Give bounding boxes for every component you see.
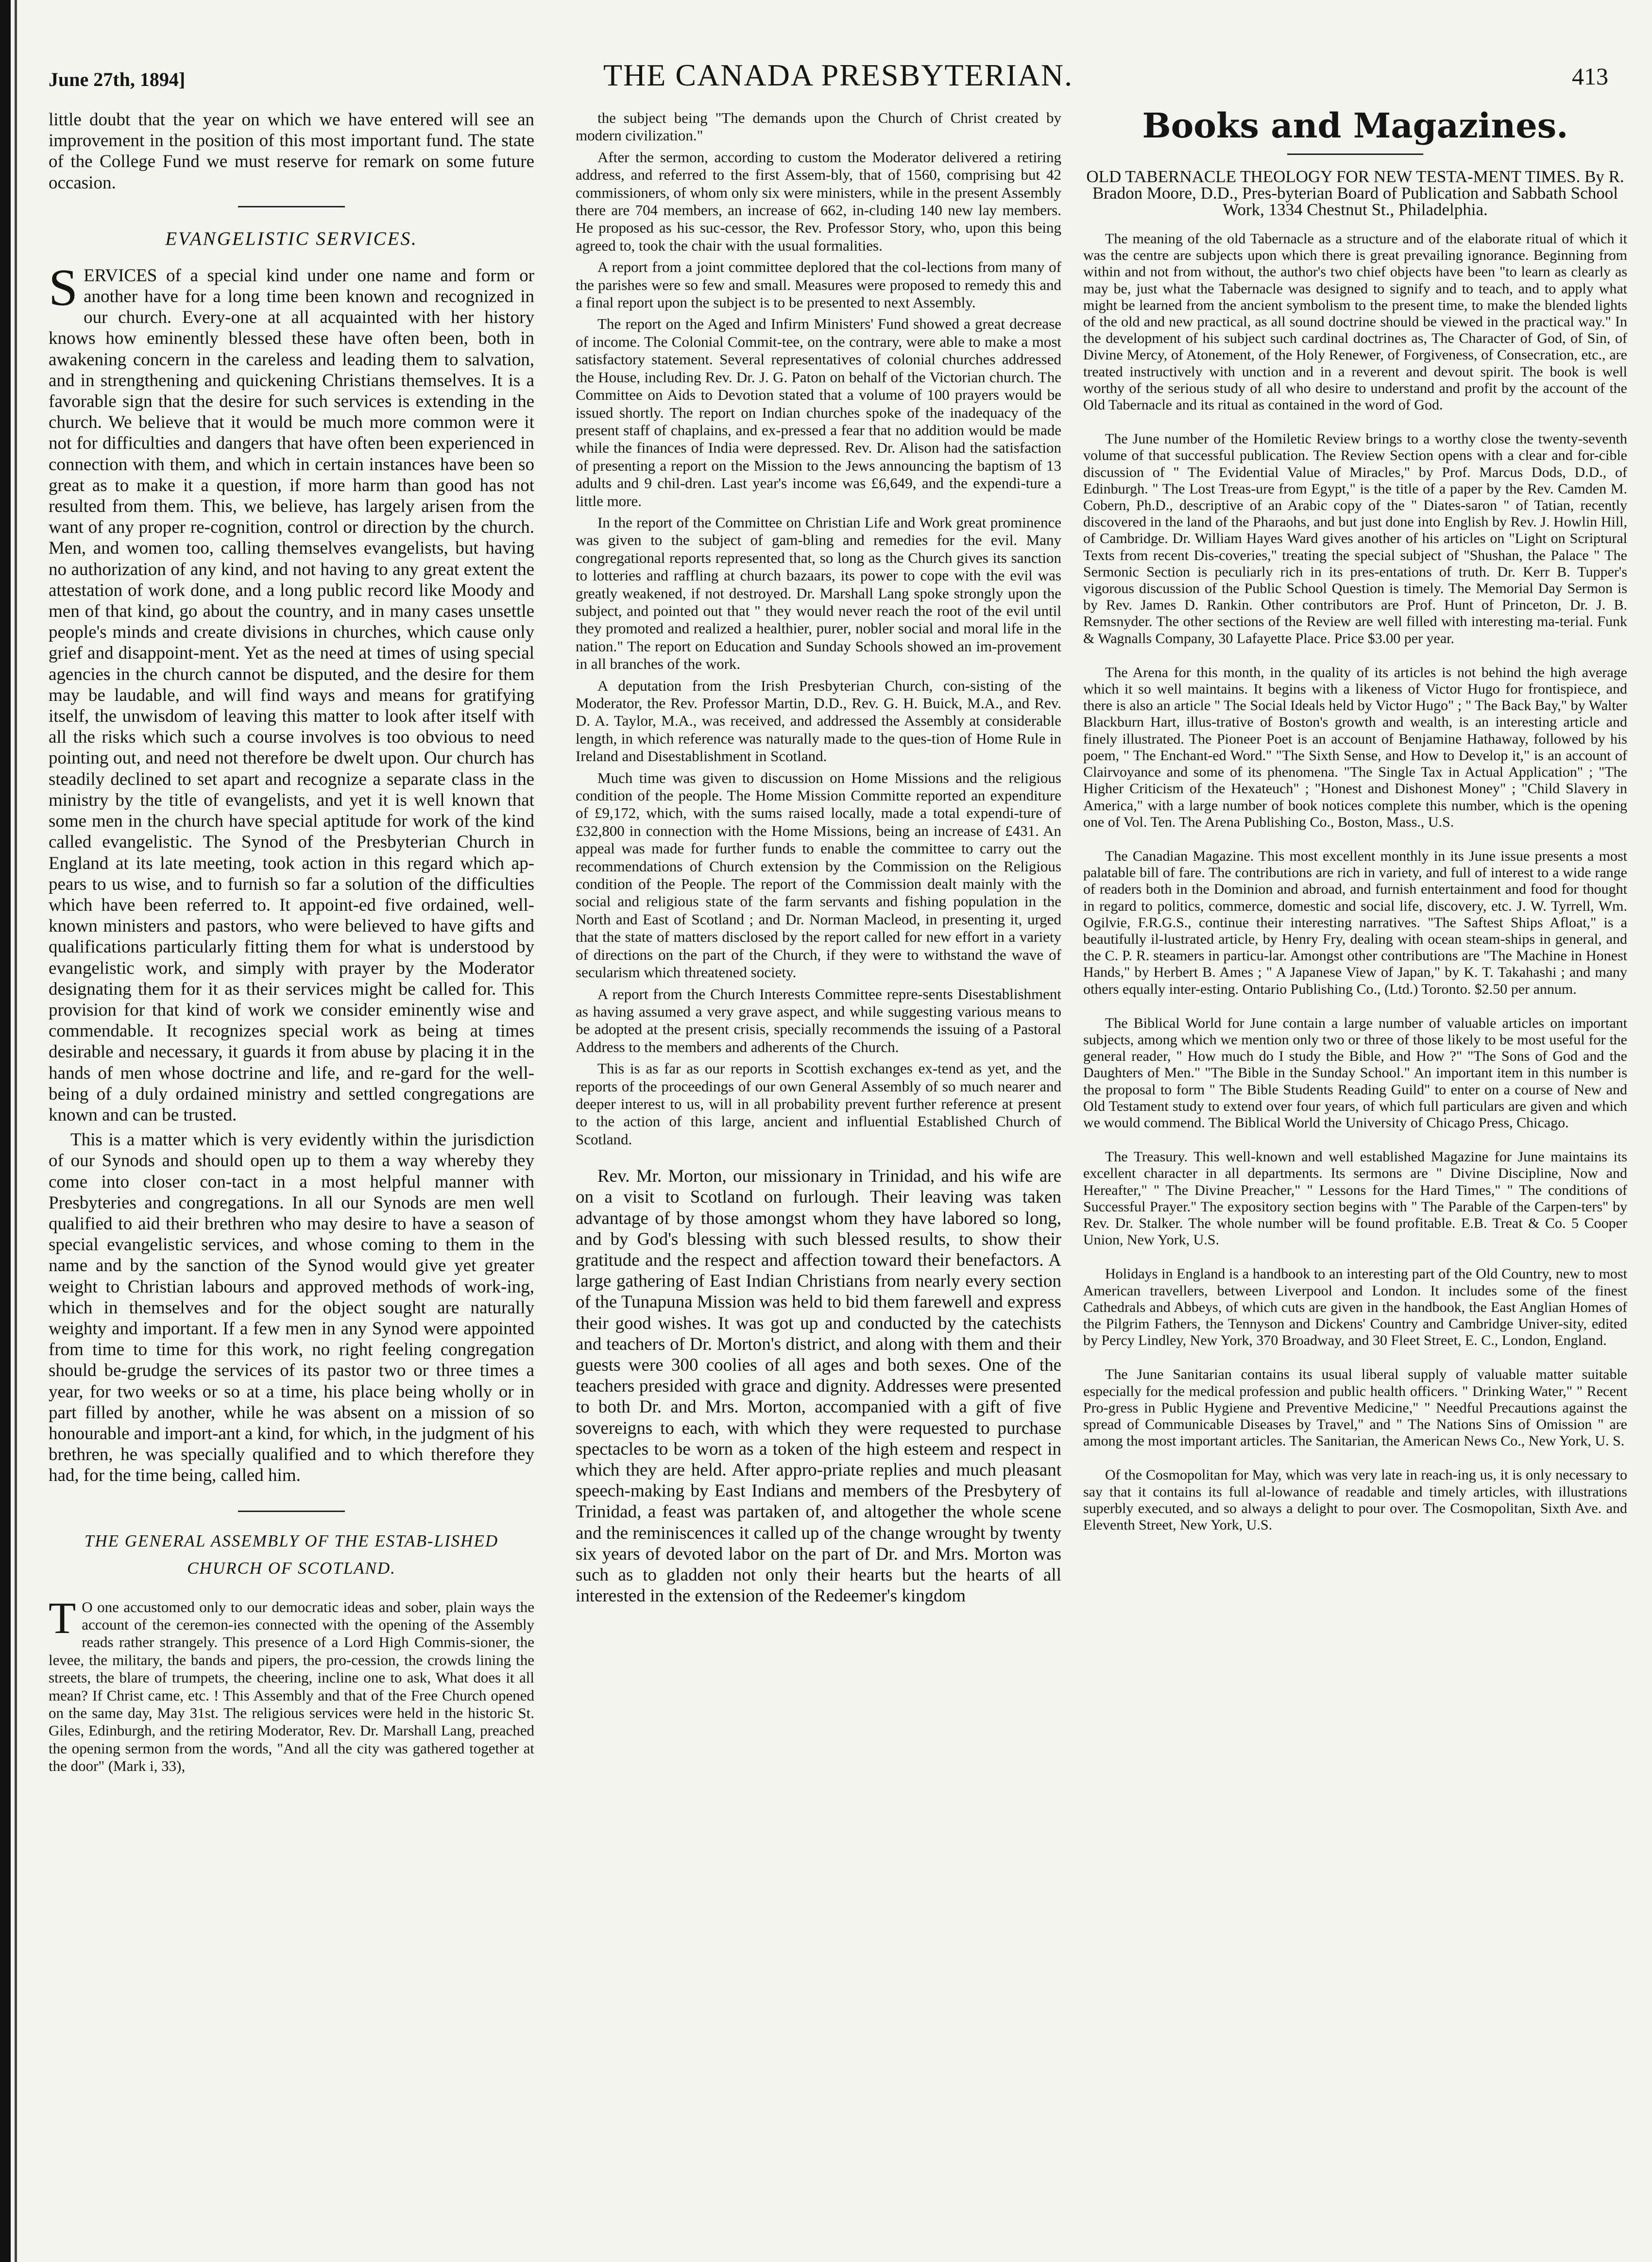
column-left: [49, 109, 534, 1779]
books-magazines-heading: Books and Magazines.: [1142, 105, 1568, 146]
evangelistic-heading: EVANGELISTIC SERVICES.: [165, 228, 418, 249]
review-paragraph: The Canadian Magazine. This most excellent monthly in its June issue presents a most palatable bill of fare. The contributions are rich in variety, and full of interest to a wide range of readers both in the Dominion and abroad, and furnish entertainment and food for thought in regard to politics, commerce, domestic and social life, discovery, etc. J. W. Tyrrell, Wm. Ogilvie, F.R.G.S., continue their interesting narratives. "The Saftest Ships Afloat," is a beautifully il-lustrated article, by Henry Fry, dealing with ocean steam-ships in general, and the C. P. R. steamers in particu-lar. Amongst other contributions are "The Machine in Honest Hands," by Herbert B. Ames ; " A Japanese View of Japan," by K. T. Takahashi ; and many others equally inter-esting. Ontario Publishing Co., (Ltd.) Toronto. $2.50 per annum.: [1083, 848, 1627, 997]
page-header: [49, 57, 1628, 101]
review-paragraph: Holidays in England is a handbook to an interesting part of the Old Country, new to most American travellers, between Liverpool and London. It includes some of the finest Cathedrals and Abbeys, of which cuts are given in the handbook, the East Anglian Homes of the Pilgrim Fathers, the Tennyson and Dickens' Country and Cambridge Univer-sity, edited by Percy Lindley, New York, 370 Broadway, and 30 Fleet Street, E. C., London, England.: [1083, 1266, 1627, 1349]
assembly-paragraph: Much time was given to discussion on Home Missions and the religious condition of the people. The Home Mission Committe reported an expenditure of £9,172, which, with the sums raised locally, made a total expendi-ture of £32,800 in connection with the Home Missions, being an increase of £431. An appeal was made for further funds to enable the committee to carry out the recommendations of Church extension by the Commission on the Religious condition of the People. The report of the Commission dealt mainly with the social and religious state of the farm servants and fishing population in the North and East of Scotland ; and Dr. Norman Macleod, in presenting it, urged that the state of matters disclosed by the report called for new effort in a variety of directions on the part of the Church, if they were to withstand the wave of secularism which threatened society.: [576, 769, 1061, 981]
review-paragraph: The meaning of the old Tabernacle as a structure and of the elaborate ritual of which it was the centre are subjects upon which there is great prevailing ignorance. Beginning from within and not from without, the author's two chief objects have been "to learn as clearly as may be, just what the Tabernacle was designed to signify and to teach, and to apply what might be learned from the ancient symbolism to the present time, to make the blended lights of the old and new practical, as all sound doctrine should be viewed in the practical way." In the development of his subject such cardinal doctrines as, The Character of God, of Sin, of Divine Mercy, of Atonement, of the Holy Renewer, of Forgiveness, of Consecration, etc., are treated instructively with unction and in a reverent and devout spirit. The book is well worthy of the serious study of all who desire to understand and profit by the account of the Old Tabernacle and its ritual as contained in the word of God.: [1083, 231, 1627, 413]
assembly-paragraph: A report from a joint committee deplored that the col-lections from many of the parishes were so few and small. Measures were proposed to remedy this and a final report upon the subject is to be presented to next Assembly.: [576, 258, 1061, 311]
evangelistic-text: ERVICES of a special kind under one name and form or another have for a long time been known and recognized in our church. Every-one at all acquainted with her history knows how eminently blessed these have often been, both in awakening concern in the careless and leading them to salvation, and in strengthening and quickening Christians themselves. It is a favorable sign that the desire for such services is extending in the church. We believe that it would be much more common were it not for difficulties and dangers that have often been experienced in connection with them, and which in certain instances have been so great as to make it a question, if more harm than good has not resulted from them. This, we believe, has largely arisen from the want of any proper re-cognition, control or direction by the church. Men, and women too, calling themselves evangelists, but having no authorization of any kind, and not having to any great extent the attestation of work done, and a long public record like Moody and men of that kind, go about the country, and in many cases unsettle people's minds and create divisions in churches, which cause only grief and disappoint-ment. Yet as the need at times of using special agencies in the church cannot be disputed, and the desire for them may be laudable, and will find ways and means for gratifying itself, the unwisdom of leaving this matter to look after itself with all the risks which such a course involves is too obvious to need pointing out, and need not therefore be dwelt upon. Our church has steadily declined to set apart and recognize a separate class in the ministry by the title of evangelists, and yet it is well known that some men in the church have special aptitude for work of the kind called evangelistic. The Synod of the Presbyterian Church in England at its late meeting, took action in this regard which ap-pears to us wise, and to furnish so far a solution of the difficulties which have been referred to. It appoint-ed five ordained, well-known ministers and pastors, who were believed to have gifts and qualifications particularly fitting them for what is understood by evangelistic work, and simply with prayer by the Moderator designating them for it as their services might be called for. This provision for that kind of work we consider eminently wise and commendable. It recognizes special work as being at times desirable and necessary, it guards it from abuse by placing it in the hands of men whose doctrine and life, and re-gard for the well-being of a duly ordained ministry and settled congregations are known and can be trusted.: [49, 265, 534, 1125]
assembly-paragraph: [49, 1593, 534, 1775]
morton-paragraph: Rev. Mr. Morton, our missionary in Trinidad, and his wife are on a visit to Scotland on furlough. Their leaving was taken advantage of by those amongst whom they have labored so long, and by God's blessing with such blessed results, to show their gratitude and the respect and affection toward their benefactors. A large gathering of East Indian Christians from nearly every section of the Tunapuna Mission was held to bid them farewell and express their good wishes. It was got up and conducted by the catechists and teachers of Dr. Morton's district, and along with them and their guests were 300 coolies of all ages and both sexes. One of the teachers presided with grace and dignity. Addresses were presented to both Dr. and Mrs. Morton, accompanied with a gift of five sovereigns to each, with which they were requested to purchase spectacles to be worn as a token of the high esteem and respect in which they are held. After appro-priate replies and much pleasant speech-making by East Indians and members of the Presbytery of Trinidad, a feast was partaken of, and altogether the whole scene and the reminiscences it called up of the change wrought by twenty six years of devoted labor on the part of Dr. and Mrs. Morton was such as to gladden not only their hearts but the hearts of all interested in the extension of the Redeemer's kingdom: [576, 1166, 1061, 1606]
drop-cap: S: [49, 258, 78, 317]
drop-cap: T: [49, 1593, 76, 1643]
review-paragraph: Of the Cosmopolitan for May, which was very late in reach-ing us, it is only necessary to say that it contains its full al-lowance of readable and timely articles, with illustrations superbly executed, and so always a delight to pour over. The Cosmopolitan, Sixth Ave. and Eleventh Street, New York, U.S.: [1083, 1467, 1627, 1533]
binding-edge: [0, 0, 11, 2262]
section-rule: [1287, 153, 1423, 155]
binding-edge-line: [15, 0, 17, 2262]
column-right: [1083, 105, 1627, 1537]
section-rule: [238, 1511, 345, 1512]
assembly-paragraph: A deputation from the Irish Presbyterian Church, con-sisting of the Moderator, the Rev. Professor Martin, D.D., Rev. G. H. Buick, M.A., and Rev. D. A. Taylor, M.A., was received, and addressed the Assembly at considerable length, in which reference was naturally made to the ques-tion of Home Rule in Ireland and Disestablishment in Scotland.: [576, 677, 1061, 765]
evangelistic-paragraph: [49, 258, 534, 1125]
synods-paragraph: This is a matter which is very evidently within the jurisdiction of our Synods and should open up to them a way whereby they come into closer con-tact in a most helpful manner with Presbyteries and congregations. In all our Synods are men well qualified to aid their brethren who may desire to have a season of special evangelistic services, and whose coming to them in the name and by the sanction of the Synod would give yet greater weight to Christian labours and approved methods of work-ing, which in themselves and for the object sought are naturally weighty and important. If a few men in any Synod were appointed from time to time for this work, no right feeling congregation should be-grudge the services of its pastor two or three times a year, for two weeks or so at a time, his place being wholly or in part filled by another, while he was absent on a mission of so honourable and import-ant a kind, for which, in the judgment of his brethren, he was specially qualified and to which therefore they had, for the time being, called him.: [49, 1130, 534, 1486]
review-paragraph: The Biblical World for June contain a large number of valuable articles on important subjects, among which we mention only two or three of those likely to be most useful for the general reader, " How much do I study the Bible, and How ?" "The Sons of God and the Daughters of Men." "The Bible in the Sunday School." An important item in this number is the proposal to form " The Bible Students Reading Guild" to enter on a course of New and Old Testament study to extend over four years, of which full particulars are given and which we would commend. The Biblical World the University of Chicago Press, Chicago.: [1083, 1015, 1627, 1131]
assembly-paragraph: A report from the Church Interests Committee repre-sents Disestablishment as having assumed a very grave aspect, and while suggesting various means to be adopted at the present crisis, specially recommends the issuing of a Pastoral Address to the members and adherents of the Church.: [576, 985, 1061, 1055]
assembly-paragraph: The report on the Aged and Infirm Ministers' Fund showed a great decrease of income. The Colonial Commit-tee, on the contrary, were able to make a most satisfactory statement. Several representatives of colonial churches addressed the House, including Rev. Dr. J. G. Paton on behalf of the Victorian church. The Committee on Aids to Devotion stated that a volume of 100 prayers would be issued shortly. The report on Indian churches spoke of the inadequacy of the present staff of chaplains, and ex-pressed a fear that no addition would be made while the finances of India were depressed. Rev. Dr. Alison had the satisfaction of presenting a report on the Mission to the Jews announcing the baptism of 13 adults and 9 chil-dren. Last year's income was £6,649, and the expendi-ture a little more.: [576, 315, 1061, 510]
review-paragraph: The Treasury. This well-known and well established Magazine for June maintains its excellent character in all departments. Its sermons are " Divine Discipline, Now and Hereafter," " The Divine Preacher," " Lessons for the Hard Times," " The conditions of Successful Prayer." The expository section begins with " The Parable of the Carpen-ters" by Rev. Dr. Stalker. The whole number will be found profitable. E.B. Treat & Co. 5 Cooper Union, New York, U.S.: [1083, 1149, 1627, 1248]
column-middle: [576, 109, 1061, 1610]
general-assembly-heading: THE GENERAL ASSEMBLY OF THE ESTAB-LISHED CHURCH OF SCOTLAND.: [84, 1531, 499, 1578]
fund-paragraph: little doubt that the year on which we have entered will see an improvement in the position of this most important fund. The state of the College Fund we must reserve for remark on some future occasion.: [49, 110, 534, 193]
assembly-paragraph: the subject being "The demands upon the Church of Christ created by modern civilization.": [576, 109, 1061, 144]
assembly-paragraph: In the report of the Committee on Christian Life and Work great prominence was given to the subject of gam-bling and remedies for the evil. Many congregational reports represented that, so long as the Church gives its sanction to lotteries and raffling at church bazaars, its power to cope with the evil was greatly weakened, if not destroyed. Dr. Marshall Lang spoke strongly upon the subject, and pointed out that " they would never reach the root of the evil until they promoted and realized a healthier, purer, nobler social and moral life in the nation." The report on Education and Sunday Schools showed an im-provement in all branches of the work.: [576, 513, 1061, 673]
assembly-paragraph: This is as far as our reports in Scottish exchanges ex-tend as yet, and the reports of the proceedings of our own General Assembly of so much nearer and deeper interest to us, will in all probability prevent further reference at present to the action of this large, ancient and influential Established Church of Scotland.: [576, 1060, 1061, 1148]
assembly-paragraph: After the sermon, according to custom the Moderator delivered a retiring address, and referred to the first Assem-bly, that of 1560, comprising but 42 commissioners, of whom only six were ministers, while in the present Assembly there are 704 members, an increase of 662, in-cluding 140 new lay members. He proposed as his suc-cessor, the Rev. Professor Story, who, upon this being agreed to, took the chair with the usual formalities.: [576, 148, 1061, 254]
review-paragraph: The Arena for this month, in the quality of its articles is not behind the high average which it so well maintains. It begins with a likeness of Victor Hugo for frontispiece, and there is also an article " The Social Ideals held by Victor Hugo" ; " The Back Bay," by Walter Blackburn Hart, illus-trative of Boston's growth and wealth, is an interesting article and finely illustrated. The Pioneer Poet is an account of Benjamine Hathaway, followed by his poem, " The Enchant-ed Word." "The Sixth Sense, and How to Develop it," is an account of Clairvoyance and some of its phenomena. "The Single Tax in Actual Application" ; "The Higher Criticism of the Hexateuch" ; "Honest and Dishonest Money" ; "Child Slavery in America," with a large number of book notices complete this number, which is the opening one of Vol. Ten. The Arena Publishing Co., Boston, Mass., U.S.: [1083, 664, 1627, 830]
review-paragraph: The June number of the Homiletic Review brings to a worthy close the twenty-seventh volume of that successful publication. The Review Section opens with a clear and for-cible discussion of " The Evidential Value of Miracles," by Prof. Marcus Dods, D.D., of Edinburgh. " The Lost Treas-ure from Egypt," is the title of a paper by the Rev. Camden M. Cobern, Ph.D., descriptive of an Arabic copy of the " Diates-saron " of Tatian, recently discovered in the land of the Pharaohs, and but just done into English by Rev. J. Howlin Hill, of Cambridge. Dr. William Hayes Ward gives another of his articles on "Light on Scriptural Texts from recent Dis-coveries," treating the special subject of "Shushan, the Palace " The Sermonic Section is peculiarly rich in its pres-entations of truth. Dr. Kerr B. Tupper's vigorous discussion of the Public School Question is timely. The Memorial Day Sermon is by Rev. James D. Rankin. Other contributors are Prof. Hunt of Princeton, Dr. J. B. Remsnyder. The other sections of the Review are well filled with interesting ma-terial. Funk & Wagnalls Company, 30 Lafayette Place. Price $3.00 per year.: [1083, 431, 1627, 646]
book-title: OLD TABERNACLE THEOLOGY FOR NEW TESTA-MENT TIMES. By R. Bradon Moore, D.D., Pres-byterian Board of Publication and Sabbath School Work, 1334 Chestnut St., Philadelphia.: [1086, 167, 1624, 219]
section-rule: [238, 206, 345, 207]
review-paragraph: The June Sanitarian contains its usual liberal supply of valuable matter suitable especially for the medical profession and public health officers. " Drinking Water," " Recent Pro-gress in Public Hygiene and Preventive Medicine," " Needful Precautions against the spread of Communicable Diseases by Travel," and " The Nations Sins of Omission " are among the most important articles. The Sanitarian, the American News Co., New York, U. S.: [1083, 1366, 1627, 1449]
issue-date: June 27th, 1894]: [49, 68, 186, 90]
newspaper-title: THE CANADA PRESBYTERIAN.: [603, 58, 1073, 92]
page-number: 413: [1572, 63, 1608, 90]
assembly-text: O one accustomed only to our democratic ideas and sober, plain ways the account of the ceremon-ies connected with the opening of the Assembly reads rather strangely. This presence of a Lord High Commis-sioner, the levee, the military, the bands and pipers, the pro-cession, the crowds lining the streets, the blare of trumpets, the cheering, incline one to ask, What does it all mean? If Christ came, etc. ! This Assembly and that of the Free Church opened on the same day, May 31st. The religious services were held in the historic St. Giles, Edinburgh, and the retiring Moderator, Rev. Dr. Marshall Lang, preached the opening sermon from the words, "And all the city was gathered together at the door" (Mark i, 33),: [49, 1598, 534, 1775]
